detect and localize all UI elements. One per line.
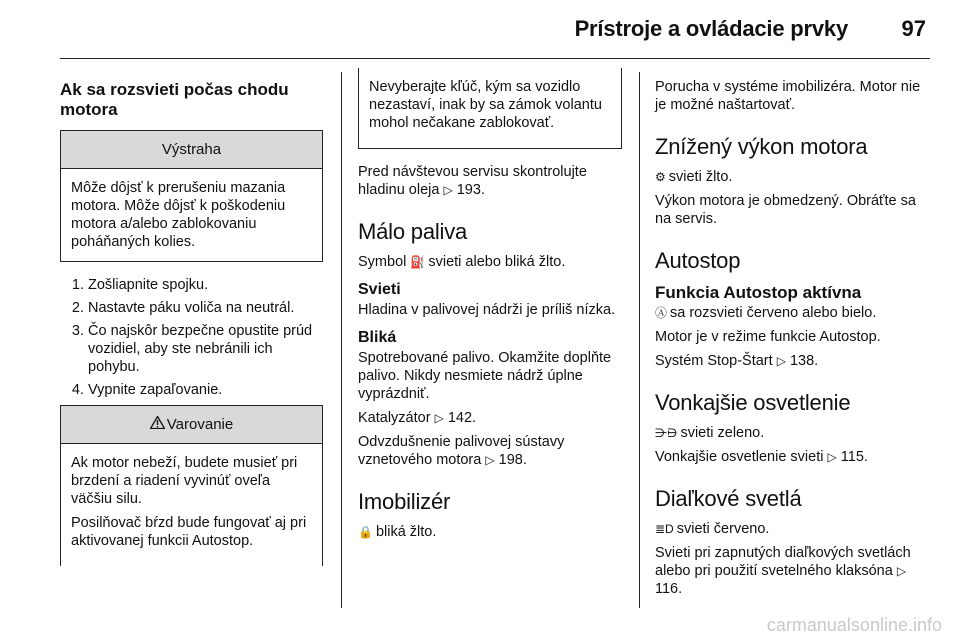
low-fuel-symbol-text: Symbol ⛽ svieti alebo bliká žlto. — [358, 254, 566, 270]
caution-box — [60, 130, 323, 262]
warning-box-continued — [358, 68, 622, 149]
steps-list — [60, 276, 323, 399]
page-ref-arrow-icon: ▷ — [776, 354, 786, 368]
exterior-lights-heading: Vonkajšie osvetlenie — [655, 390, 851, 415]
autostop-sub-heading: Funkcia Autostop aktívna — [655, 283, 862, 302]
stop-start-text: Systém Stop-Štart ▷ 138. — [655, 353, 819, 369]
column-2 — [358, 72, 622, 547]
header-divider — [60, 58, 930, 59]
warning-box-title — [61, 406, 322, 444]
column-3 — [655, 72, 921, 604]
high-beam-desc: Svieti pri zapnutých diaľkových svetlách alebo pri použití svetelného klaksóna ▷ 116. — [655, 545, 911, 597]
high-beam-text: ≣D svieti červeno. — [655, 521, 770, 537]
warning-triangle-icon — [150, 416, 165, 434]
page-ref-arrow-icon: ▷ — [434, 411, 444, 425]
list-item: 3. Čo najskôr bezpečne opustite prúd vozidiel, aby ste nebránili ich pohybu. — [88, 322, 323, 376]
immobiliser-fault-text: Porucha v systéme imobilizéra. Motor nie je možné naštartovať. — [655, 79, 921, 113]
column-1 — [60, 72, 323, 566]
reduced-power-text: ⚙ svieti žlto. — [655, 169, 733, 185]
watermark: carmanualsonline.info — [766, 615, 942, 635]
caution-box-title: Výstraha — [61, 131, 322, 169]
list-item: 2. Nastavte páku voliča na neutrál. — [88, 299, 323, 317]
page-ref-arrow-icon: ▷ — [485, 453, 495, 467]
autostop-text: Ⓐ sa rozsvieti červeno alebo bielo. — [655, 305, 877, 321]
catalyst-text: Katalyzátor ▷ 142. — [358, 410, 477, 426]
exterior-lights-desc: Vonkajšie osvetlenie svieti ▷ 115. — [655, 449, 868, 465]
caution-box-text: Môže dôjsť k prerušeniu mazania motora. Môže dôjsť k poškodeniu motora a/alebo zablokovaniu poháňaných kolies. — [71, 180, 286, 250]
exterior-lights-text: ⋺⋻ svieti zeleno. — [655, 425, 765, 441]
flash-heading: Bliká — [358, 329, 397, 346]
side-lights-icon: ⋺⋻ — [655, 426, 678, 440]
immobiliser-icon: 🔒 — [358, 525, 373, 539]
page-ref-arrow-icon: ▷ — [443, 183, 453, 197]
column-divider-2 — [639, 72, 640, 608]
high-beam-heading: Diaľkové svetlá — [655, 486, 802, 511]
autostop-heading: Autostop — [655, 248, 741, 273]
page-number: 97 — [901, 16, 926, 41]
autostop-mode-text: Motor je v režime funkcie Autostop. — [655, 329, 881, 345]
page-ref-arrow-icon: ▷ — [827, 450, 837, 464]
page-ref-arrow-icon: ▷ — [896, 564, 907, 578]
reduced-power-heading: Znížený výkon motora — [655, 134, 868, 159]
section-heading: Ak sa rozsvieti počas chodu motora — [60, 80, 289, 119]
flash-text: Spotrebované palivo. Okamžite doplňte palivo. Nikdy nesmiete nádrž úplne vyprázdniť. — [358, 350, 612, 402]
list-item: 4. Vypnite zapaľovanie. — [88, 381, 323, 399]
reduced-power-desc: Výkon motora je obmedzený. Obráťte sa na servis. — [655, 193, 916, 227]
list-item: 1. Zošliapnite spojku. — [88, 276, 323, 294]
autostop-icon: Ⓐ — [655, 306, 668, 320]
warning-box — [60, 405, 323, 566]
lit-text: Hladina v palivovej nádrži je príliš nízka. — [358, 302, 616, 318]
immobiliser-text: 🔒 bliká žlto. — [358, 524, 437, 540]
column-divider-1 — [341, 72, 342, 608]
lit-heading: Svieti — [358, 281, 401, 298]
low-fuel-heading: Málo paliva — [358, 219, 468, 244]
bleed-text: Odvzdušnenie palivovej sústavy vznetového motora ▷ 198. — [358, 434, 565, 468]
oil-check-text: Pred návštevou servisu skontrolujte hladinu oleja ▷ 193. — [358, 164, 587, 198]
warning-paragraph: Ak motor nebeží, budete musieť pri brzdení a riadení vyvinúť oveľa väčšiu silu. — [71, 455, 298, 507]
fuel-pump-icon: ⛽ — [410, 255, 426, 269]
warning-paragraph: Posilňovač bŕzd bude fungovať aj pri aktivovanej funkcii Autostop. — [71, 515, 307, 549]
page-header-title: Prístroje a ovládacie prvky — [574, 16, 848, 41]
warning-title-text: Varovanie — [166, 416, 234, 433]
warning-continued-text: Nevyberajte kľúč, kým sa vozidlo nezastaví, inak by sa zámok volantu mohol nečakane zablokovať. — [369, 79, 602, 131]
high-beam-icon: ≣D — [655, 522, 674, 536]
immobiliser-heading: Imobilizér — [358, 489, 451, 514]
engine-power-icon: ⚙ — [655, 170, 666, 184]
